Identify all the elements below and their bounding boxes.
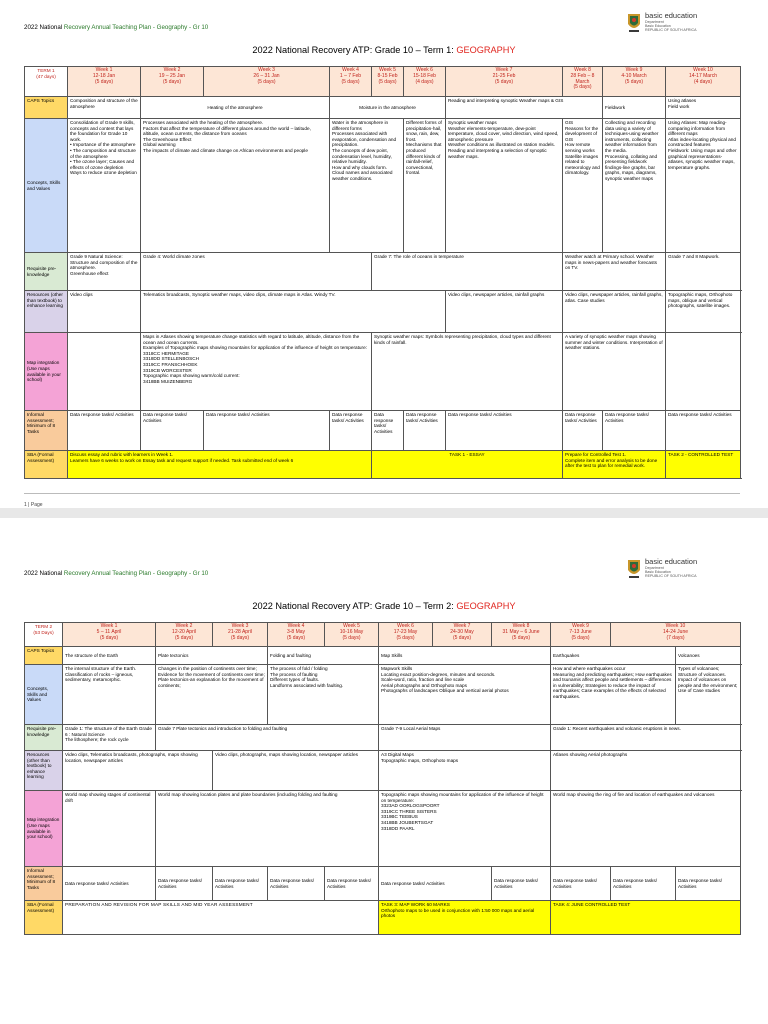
row-label: Resources (other than textbook) to enhance learning [25,291,68,333]
logo-line-3: REPUBLIC OF SOUTH AFRICA [645,28,697,32]
logo-line-1: Department [645,566,664,570]
week-cell: Week 4 1 – 7 Feb (5 days) [330,67,372,97]
resources-cell: Video clips, newspaper articles, rainfall graphs [446,291,563,333]
week-cell: Week 8 28 Feb – 8 March (5 days) [563,67,603,97]
assessment-cell: Data response tasks/ Activities [68,411,141,451]
caps-row [25,647,741,665]
assessment-cell: Data response tasks/ Activities [563,411,603,451]
requisite-cell: Grade 1: Recent earthquakes and volcanic eruptions in news. [551,725,741,751]
assessment-cell: Data response tasks/ Activities [204,411,330,451]
assessment-cell: Data response tasks/ Activities [603,411,666,451]
assessment-cell: Data response tasks/ Activities [268,867,325,901]
informal-assessment-row [25,867,741,901]
sba-cell: PREPARATION AND REVISION FOR MAP SKILLS AND MID YEAR ASSESSMENT [63,901,379,935]
map-integration-row [25,333,741,411]
concepts-cell: Collecting and recording data using a variety of techniques-using weather instruments, collecting weather information from the media. Processing, collating and presenting fieldwork findings-line graphs, bar graphs, maps, diagrams, synoptic weather maps [603,119,666,253]
caps-topic: Using atlases Field work [666,97,741,119]
resources-row [25,291,741,333]
row-label: Requisite pre-knowledge [25,253,68,291]
week-cell: Week 6 15-18 Feb (4 days) [404,67,446,97]
row-label: SBA (Formal Assessment) [25,901,63,935]
assessment-cell: Data response tasks/ Activities [325,867,379,901]
map-cell: Synoptic weather maps: Symbols representing precipitation, cloud types and different kinds of rainfall. [372,333,563,411]
week-cell: Week 10 14-24 June (7 days) [611,623,741,647]
term2-subject: GEOGRAPHY [456,601,516,611]
term-label: TERM 1 (47 days) [25,67,68,97]
map-integration-row [25,791,741,867]
row-label: Resources (other than textbook) to enhance learning [25,751,63,791]
concepts-cell: GIS Reasons for the development of GIS How remote sensing works Satellite images related to meteorology and climatology. [563,119,603,253]
logo-line-2: Basic Education [645,570,671,574]
week-header-row [25,623,741,647]
week-cell: Week 9 4-10 March (5 days) [603,67,666,97]
resources-cell: Video clips, photographs, maps showing location, newspaper articles [213,751,379,791]
requisite-row [25,725,741,751]
coat-of-arms-icon [626,558,642,580]
term2-table [24,622,741,935]
logo-title: basic education [645,11,698,20]
assessment-cell: Data response tasks/ Activities [213,867,268,901]
concepts-cell: Using Atlases: Map reading-comparing information from different maps Atlas index-locating physical and constructed features Fieldwork: Using maps and other graphical representations-atlases, synoptic weather maps, temperature graphs. [666,119,741,253]
assessment-cell: Data response tasks/ Activities [63,867,156,901]
assessment-cell: Data response tasks/ Activities [372,411,404,451]
row-label: Map integration (Use maps available in your school) [25,791,63,867]
header-year: 2022 National [24,570,63,577]
sba-row [25,901,741,935]
map-cell: World map showing stages of continental drift [63,791,156,867]
header-text: Recovery Annual Teaching Plan - Geography - Gr 10 [62,570,209,577]
term-label: TERM 2 (53 Days) [25,623,63,647]
header-text: Recovery Annual Teaching Plan - Geography - Gr 10 [62,24,209,31]
map-cell [666,333,741,411]
resources-cell: Atlases showing Aerial photographs [551,751,741,791]
week-cell: Week 3 21-28 April (5 days) [213,623,268,647]
map-cell: Topographic maps showing mountains for application of the influence of height on temperature: 3323AD OORLOGSPOORT 3319CC THREE SISTERS 3319BC TEEBUS 3418BB JOUBERTSGAT 3318DD PAARL [379,791,551,867]
assessment-cell: Data response tasks/ Activities [156,867,213,901]
assessment-cell: Data response tasks/ Activities [492,867,551,901]
caps-topic: Plate tectonics [156,647,268,665]
logo-title: basic education [645,557,698,566]
page-2 [0,518,768,1024]
logo-line-1: Department [645,20,664,24]
requisite-cell: Grade 7-9 Local Aerial Maps [379,725,551,751]
resources-cell: A3 Digital Maps Topographic maps, Orthophoto maps [379,751,551,791]
concepts-cell: Synoptic weather maps Weather elements-temperature, dew-point temperature, cloud cover, wind direction, wind speed, atmospheric pressure Weather conditions as illustrated on station models. Reading and interpreting a selection of synoptic weather maps. [446,119,563,253]
concepts-cell: Different forms of precipitation-hail, snow, rain, dew, frost. Mechanisms that produced different kinds of rainfall-relief, convectional, frontal. [404,119,446,253]
requisite-cell: Grade 7: The role of oceans in temperature [372,253,563,291]
dbe-logo [626,12,697,34]
assessment-cell: Data response tasks/ Activities [446,411,563,451]
week-cell: Week 1 12-18 Jan (5 days) [68,67,141,97]
sba-cell: TASK 3: MAP WORK 60 MARKS Orthophoto maps to be used in conjunction with 1:50 000 maps and aerial photos [379,901,551,935]
row-label: Informal Assessment; Minimum of 8 Tasks [25,411,68,451]
page-number: 1 | Page [24,502,43,508]
resources-cell: Video clips, Telematics broadcasts, photographs, maps showing location, newspaper articles [63,751,213,791]
assessment-cell: Data response tasks/ Activities [666,411,741,451]
requisite-cell: Grade 7 and 8 Mapwork. [666,253,741,291]
row-label: Informal Assessment; Minimum of 8 Tasks [25,867,63,901]
assessment-cell: Data response tasks/ Activities [141,411,204,451]
informal-assessment-row [25,411,741,451]
sba-cell: TASK 4: JUNE CONTROLLED TEST [551,901,741,935]
term2-title [0,601,768,611]
concepts-row [25,665,741,725]
row-label: Map integration (Use maps available in your school) [25,333,68,411]
resources-cell: Telematics broadcasts, Synoptic weather maps, video clips, climate maps in Atlas. Windy TV. [141,291,446,333]
term1-title [0,45,768,55]
concepts-cell: Water in the atmosphere in different forms Processes associated with evaporation, condensation and precipitation. The concepts of dew point, condensation level, humidity, relative humidity. How and why clouds form. Cloud names and associated weather conditions. [330,119,404,253]
assessment-cell: Data response tasks/ Activities [379,867,492,901]
map-cell: World map showing the ring of fire and location of earthquakes and volcanoes [551,791,741,867]
assessment-cell: Data response tasks/ Activities [404,411,446,451]
dbe-logo [626,558,697,580]
concepts-cell: The process of fold / folding The process of faulting Different types of faults. Landforms associated with faulting. [268,665,379,725]
resources-row [25,751,741,791]
caps-topic: Map Skills [379,647,551,665]
logo-line-2: Basic Education [645,24,671,28]
concepts-cell: Types of volcanoes; Structure of volcanoes. Impact of volcanoes on people and the environment; Use of Case studies [676,665,741,725]
caps-topic: Fieldwork [603,97,666,119]
row-label: CAPS Topics [25,97,68,119]
concepts-cell: Consolidation of Grade 9 skills, concepts and content that lays the foundation for Grade 10 work. • Importance of the atmosphere • The composition and structure of the atmosphere • The ozone layer; Causes and effects of ozone depletion Ways to reduce ozone depletion [68,119,141,253]
page-header [24,570,208,577]
sba-cell: TASK 2 - CONTROLLED TEST [666,451,741,479]
caps-topic: The structure of the Earth [63,647,156,665]
sba-cell: Discuss essay and rubric with learners in Week 1. Learners have 6 weeks to work on Essay task and request support if needed. Task submitted end of week 6 [68,451,372,479]
row-label: SBA (Formal Assessment) [25,451,68,479]
logo-line-3: REPUBLIC OF SOUTH AFRICA [645,574,697,578]
row-label: Concepts, Skills and Values [25,119,68,253]
week-header-row [25,67,741,97]
coat-of-arms-icon [626,12,642,34]
week-cell: Week 9 7-13 June (5 days) [551,623,611,647]
concepts-row [25,119,741,253]
week-cell: Week 2 12-20 April (5 days) [156,623,213,647]
resources-cell: Video clips [68,291,141,333]
page-separator [0,508,768,518]
week-cell: Week 5 10-16 May (5 days) [325,623,379,647]
caps-topic: Moisture in the atmosphere [330,97,446,119]
week-cell: Week 10 14-17 March (4 days) [666,67,741,97]
row-label: CAPS Topics [25,647,63,665]
sba-cell: TASK 1 - ESSAY [372,451,563,479]
assessment-cell: Data response tasks/ Activities [551,867,611,901]
assessment-cell: Data response tasks/ Activities [611,867,676,901]
assessment-cell: Data response tasks/ Activities [676,867,741,901]
term1-title-text: 2022 National Recovery ATP: Grade 10 – Term 1: [252,45,457,55]
caps-topic: Reading and interpreting synoptic Weather maps & GIS [446,97,603,119]
week-cell: Week 8 31 May – 6 June (5 days) [492,623,551,647]
map-cell [68,333,141,411]
row-label: Concepts, Skills and Values [25,665,63,725]
week-cell: Week 1 5 – 11 April (5 days) [63,623,156,647]
caps-topic: Earthquakes [551,647,676,665]
requisite-cell: Grade 9 Natural Science: Structure and composition of the atmosphere. Greenhouse effect [68,253,141,291]
assessment-cell: Data response tasks/ Activities [330,411,372,451]
caps-topic: Composition and structure of the atmosphere [68,97,141,119]
header-year: 2022 National [24,24,63,31]
caps-topic: Heating of the atmosphere [141,97,330,119]
requisite-cell: Grade 4: World climate zones [141,253,372,291]
map-cell: A variety of synoptic weather maps showing summer and winter conditions. Interpretation of weather stations. [563,333,666,411]
term1-subject: GEOGRAPHY [456,45,516,55]
map-cell: Maps in Atlases showing temperature change statistics with regard to latitude, altitude, distance from the ocean and ocean currents. Examples of Topographic maps showing mountains for application of the influence of height on temperature: 3318CC HERMITAGE 3318DD STELLENBOSCH 3319CC FRANSCHHOEK 3319CB WORCESTER Topographic maps showing warm/cold current: 3418BB MUIZENBERG [141,333,372,411]
footer-rule [24,493,740,494]
concepts-cell: How and where earthquakes occur Measuring and predicting earthquakes; How earthquakes and tsunamis affect people and settlements – differences in vulnerability; Strategies to reduce the impact of earthquakes; Case examples of the effects of selected earthquakes. [551,665,676,725]
term1-table [24,66,741,479]
sba-row [25,451,741,479]
requisite-cell: Grade 7 Plate tectonics and introduction to folding and faulting [156,725,379,751]
week-cell: Week 6 17-23 May (5 days) [379,623,433,647]
requisite-row [25,253,741,291]
week-cell: Week 2 19 – 25 Jan (5 days) [141,67,204,97]
week-cell: Week 7 24-30 May (5 days) [433,623,492,647]
caps-row [25,97,741,119]
resources-cell: Topographic maps, Orthophoto maps, oblique and vertical photographs, satellite images. [666,291,741,333]
week-cell: Week 7 21-25 Feb (5 days) [446,67,563,97]
concepts-cell: Processes associated with the heating of the atmosphere. Factors that affect the temperature of different places around the world – latitude, altitude, ocean currents, the distance from oceans The Greenhouse Effect Global warming The impacts of climate and climate change on African environments and people [141,119,330,253]
concepts-cell: The internal structure of the Earth. Classification of rocks – igneous, sedimentary, metamorphic. [63,665,156,725]
week-cell: Week 3 26 – 31 Jan (5 days) [204,67,330,97]
concepts-cell: Changes in the position of continents over time; Evidence for the movement of continents over time; Plate tectonics-an explanation for the movement of continents; [156,665,268,725]
sba-cell: Prepare for Controlled Test 1. Complete item and error analysis to be done after the test to plan for remedial work. [563,451,666,479]
requisite-cell: Grade 1: The structure of the Earth Grade 6 : Natural Science The lithosphere; the rock cycle [63,725,156,751]
term2-title-text: 2022 National Recovery ATP: Grade 10 – Term 2: [252,601,457,611]
map-cell: World map showing location plates and plate boundaries (including folding and faulting [156,791,379,867]
requisite-cell: Weather watch at Primary school. Weather maps in news-papers and weather forecasts on TV. [563,253,666,291]
resources-cell: Video clips, newspaper articles, rainfall graphs, atlas. Case studies [563,291,666,333]
caps-topic: Folding and faulting [268,647,379,665]
row-label: Requisite pre-knowledge [25,725,63,751]
caps-topic: Volcanoes [676,647,741,665]
page-header [24,24,208,31]
week-cell: Week 5 8-15 Feb (5 days) [372,67,404,97]
week-cell: Week 4 3-8 May (5 days) [268,623,325,647]
concepts-cell: Mapwork Skills Locating exact position-degrees, minutes and seconds. Scale-word, ratio, fraction and line scale Aerial photographs and Orthophoto maps Photographs of landscapes Oblique and vertical aerial photos [379,665,551,725]
